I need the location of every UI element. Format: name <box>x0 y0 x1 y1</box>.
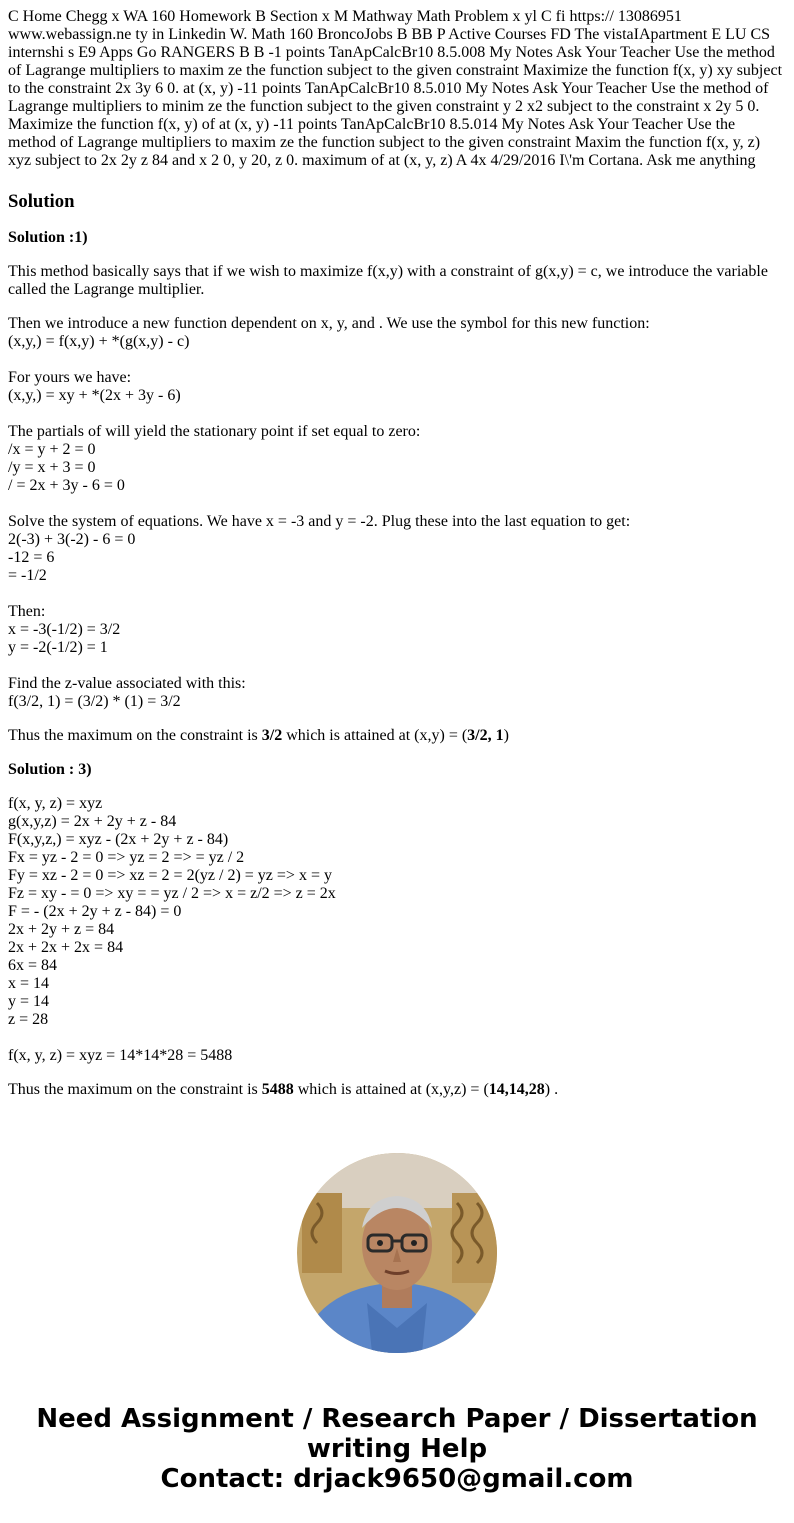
step-line: Fy = xz - 2 = 0 => xz = 2 = 2(yz / 2) = yz => x = y <box>8 867 332 884</box>
step-line: (x,y,) = f(x,y) + *(g(x,y) - c) <box>8 333 190 350</box>
solution-3-max-value: 5488 <box>261 1081 294 1098</box>
solution-1-max-value: 3/2 <box>261 727 283 744</box>
step-line: Then: <box>8 603 46 620</box>
step-line: f(x, y, z) = xyz = 14*14*28 = 5488 <box>8 1047 233 1064</box>
step-line: Fx = yz - 2 = 0 => yz = 2 => = yz / 2 <box>8 849 245 866</box>
step-line: 2(-3) + 3(-2) - 6 = 0 <box>8 531 136 548</box>
solution-1-max-point: 3/2, 1 <box>467 727 504 744</box>
contact-banner <box>0 1404 794 1494</box>
solution-heading: Solution <box>8 191 75 212</box>
author-avatar <box>297 1153 497 1353</box>
step-line: 2x + 2x + 2x = 84 <box>8 939 124 956</box>
solution-1-steps <box>8 315 786 711</box>
step-line: Find the z-value associated with this: <box>8 675 246 692</box>
step-line: f(x, y, z) = xyz <box>8 795 103 812</box>
step-line: Fz = xy - = 0 => xy = = yz / 2 => x = z/2 => z = 2x <box>8 885 336 902</box>
step-line: /x = y + 2 = 0 <box>8 441 96 458</box>
banner-contact-line: Contact: drjack9650@gmail.com <box>160 1464 634 1494</box>
step-line: y = -2(-1/2) = 1 <box>8 639 108 656</box>
step-line: Then we introduce a new function dependent on x, y, and . We use the symbol for this new function: <box>8 315 650 332</box>
step-line: -12 = 6 <box>8 549 55 566</box>
solution-3-steps <box>8 795 786 1065</box>
step-line: F = - (2x + 2y + z - 84) = 0 <box>8 903 182 920</box>
solution-3-max-point: 14,14,28 <box>488 1081 545 1098</box>
step-line: x = 14 <box>8 975 50 992</box>
solution-1-title: Solution :1) <box>8 229 88 246</box>
step-line: z = 28 <box>8 1011 49 1028</box>
step-line: (x,y,) = xy + *(2x + 3y - 6) <box>8 387 181 404</box>
solution-3-title: Solution : 3) <box>8 761 92 778</box>
solution-3-conclusion: Thus the maximum on the constraint is 5488 which is attained at (x,y,z) = (14,14,28) . <box>8 1081 559 1098</box>
solution-1-intro: This method basically says that if we wish to maximize f(x,y) with a constraint of g(x,y) = c, we introduce the variable called the Lagrange multiplier. <box>8 263 768 298</box>
step-line: g(x,y,z) = 2x + 2y + z - 84 <box>8 813 177 830</box>
solution-1-conclusion: Thus the maximum on the constraint is 3/2 which is attained at (x,y) = (3/2, 1) <box>8 727 509 744</box>
step-line: Solve the system of equations. We have x = -3 and y = -2. Plug these into the last equation to get: <box>8 513 631 530</box>
step-line: /y = x + 3 = 0 <box>8 459 96 476</box>
banner-line-2: writing Help <box>306 1434 488 1464</box>
question-text: C Home Chegg x WA 160 Homework B Section x M Mathway Math Problem x yl C fi https:// 13086951 www.webassign.ne ty in Linkedin W. Math 160 BroncoJobs B BB P Active Courses FD The vistaIApartment E LU CS internshi s E9 Apps Go RANGERS B B -1 points TanApCalcBr10 8.5.008 My Notes Ask Your Teacher Use the method of Lagrange multipliers to maxim ze the function subject to the given constraint Maximize the function f(x, y) xy subject to the constraint 2x 3y 6 0. at (x, y) -11 points TanApCalcBr10 8.5.010 My Notes Ask Your Teacher Use the method of Lagrange multipliers to minim ze the function subject to the given constraint y 2 x2 subject to the constraint x 2y 5 0. Maximize the function f(x, y) of at (x, y) -11 points TanApCalcBr10 8.5.014 My Notes Ask Your Teacher Use the method of Lagrange multipliers to maxim ze the function subject to the given constraint Maxim the function f(x, y, z) xyz subject to 2x 2y z 84 and x 2 0, y 20, z 0. maximum of at (x, y, z) A 4x 4/29/2016 I\'m Cortana. Ask me anything <box>8 8 783 169</box>
step-line: y = 14 <box>8 993 50 1010</box>
step-line: F(x,y,z,) = xyz - (2x + 2y + z - 84) <box>8 831 229 848</box>
step-line: = -1/2 <box>8 567 47 584</box>
banner-line-1: Need Assignment / Research Paper / Dissertation <box>36 1404 758 1434</box>
step-line: f(3/2, 1) = (3/2) * (1) = 3/2 <box>8 693 181 710</box>
step-line: The partials of will yield the stationary point if set equal to zero: <box>8 423 421 440</box>
step-line: 2x + 2y + z = 84 <box>8 921 115 938</box>
step-line: x = -3(-1/2) = 3/2 <box>8 621 121 638</box>
step-line: 6x = 84 <box>8 957 58 974</box>
document-body <box>8 8 786 1099</box>
step-line: For yours we have: <box>8 369 132 386</box>
step-line: / = 2x + 3y - 6 = 0 <box>8 477 125 494</box>
